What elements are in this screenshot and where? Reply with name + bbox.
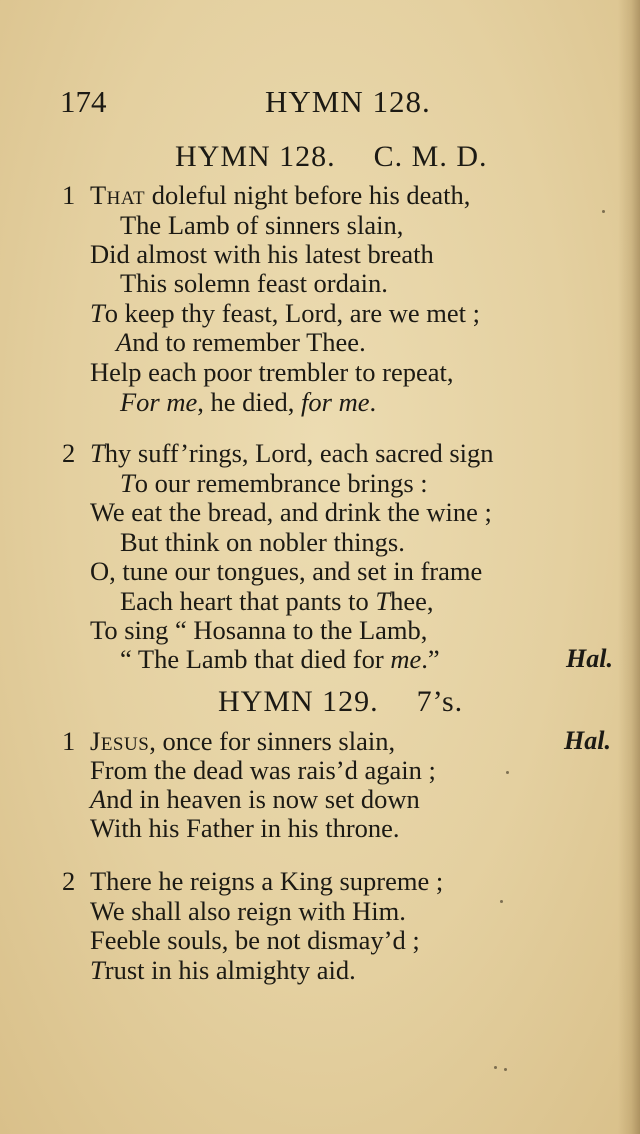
hymn-128-verse-2-line-5: O, tune our tongues, and set in frame [90,556,483,586]
hymn-129-verse-2-line-1: There he reigns a King supreme ; [90,866,444,896]
hymn-128-verse-1-line-3: Did almost with his latest breath [90,239,434,269]
hymn-129-verse-1-line-1: Jesus, once for sinners slain, [90,726,396,756]
hymn-128-verse-2-line-6: Each heart that pants to Thee, [120,586,434,616]
hymn-129-verse-2-line-3: Feeble souls, be not dismay’d ; [90,925,420,955]
hymn-128-verse-2-line-2: To our remembrance brings : [120,468,428,498]
hymn-129-verse-2-line-2: We shall also reign with Him. [90,896,406,926]
hymn-129-verse-1-line-3: And in heaven is now set down [90,784,420,814]
hymn-128-verse-2-number: 2 [62,438,76,468]
hymn-128-verse-2-line-7: To sing “ Hosanna to the Lamb, [90,615,428,645]
hymn-128-verse-1-line-5: To keep thy feast, Lord, are we met ; [90,298,481,328]
hymn-129-verse-2-number: 2 [62,866,76,896]
hymn-128-verse-1-line-4: This solemn feast ordain. [120,268,388,298]
hymn-128-verse-1-line-7: Help each poor trembler to repeat, [90,357,454,387]
paper-speck [494,1066,497,1069]
hymn-128-verse-2-line-1: Thy suff’rings, Lord, each sacred sign [90,438,494,468]
hymn-128-verse-1-number: 1 [62,180,76,210]
paper-speck [506,771,509,774]
page-number: 174 [60,84,107,119]
hymn-129-meter: 7’s. [416,685,464,718]
hymn-128-verse-1-line-2: The Lamb of sinners slain, [120,210,404,240]
hymn-129-verse-1-number: 1 [62,726,76,756]
hymn-128-meter: C. M. D. [373,140,488,173]
hymn-128-heading [175,140,488,174]
hymn-129-attribution: Hal. [564,726,611,755]
hymn-128-verse-2-line-4: But think on nobler things. [120,527,405,557]
paper-speck [602,210,605,213]
hymn-129-verse-2-line-4: Trust in his almighty aid. [90,955,356,985]
hymn-128-verse-2-line-8: “ The Lamb that died for me.” [120,644,440,674]
hymn-129-verse-1-line-4: With his Father in his throne. [90,813,400,843]
paper-speck [504,1068,507,1071]
hymn-129-title: HYMN 129. [218,685,379,718]
hymn-128-verse-1-line-6: And to remember Thee. [116,327,366,357]
hymn-129-verse-1-line-2: From the dead was rais’d again ; [90,755,436,785]
hymn-128-title: HYMN 128. [175,140,336,173]
hymn-128-verse-1-line-1: That doleful night before his death, [90,180,471,210]
running-title: HYMN 128. [265,84,431,119]
hymn-128-verse-1-line-8: For me, he died, for me. [120,387,377,417]
hymn-128-verse-2-line-3: We eat the bread, and drink the wine ; [90,497,492,527]
hymn-129-heading [218,685,463,719]
running-head [60,84,580,124]
hymn-128-attribution: Hal. [566,644,613,673]
paper-speck [500,900,503,903]
